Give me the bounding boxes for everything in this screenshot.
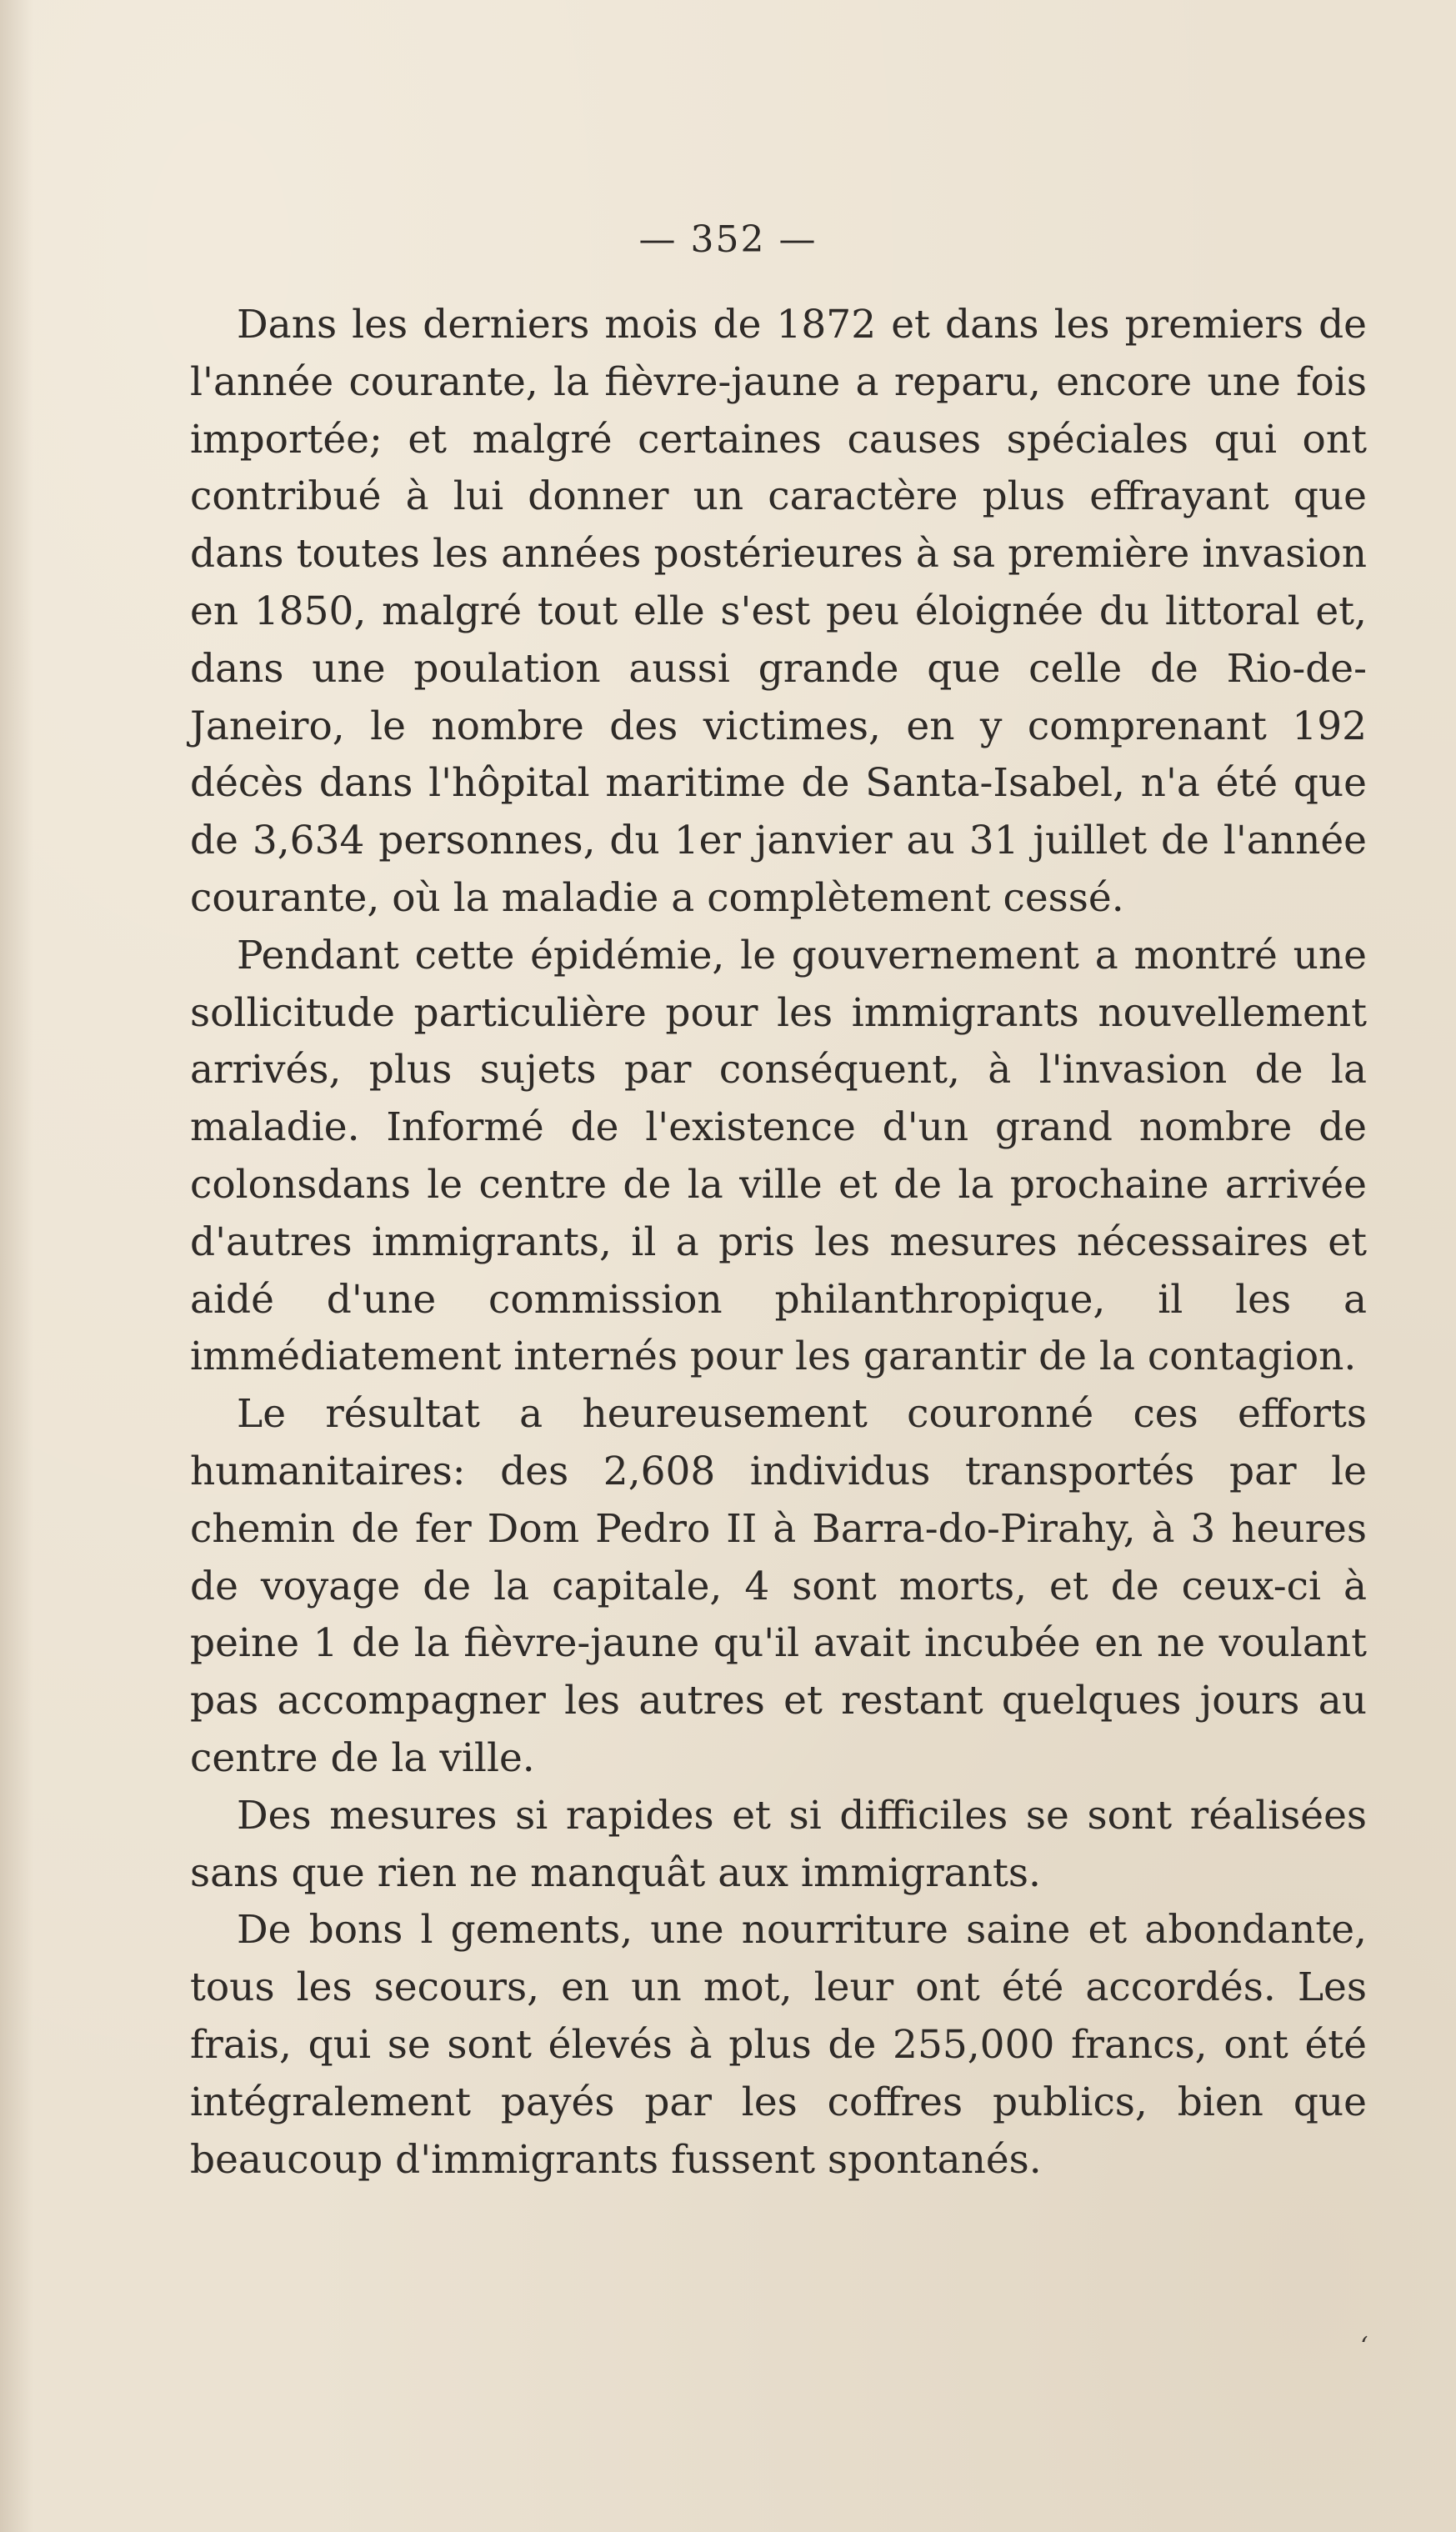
paragraph-measures: Des mesures si rapides et si difficiles se sont réalisées sans que rien ne manquât aux immigrants. xyxy=(190,1792,1367,1896)
paragraph-result: Le résultat a heureusement couronné ces efforts humanitaires: des 2,608 individus transportés par le chemin de fer Dom Pedro II à Barra-do-Pirahy, à 3 heures de voyage de la capitale, 4 sont morts, et de ceux-ci à peine 1 de la fièvre-jaune qu'il avait incubée en ne voulant pas accompagner les autres et restant quelques jours au centre de la ville. xyxy=(190,1391,1367,1781)
paragraph-epidemic: Dans les derniers mois de 1872 et dans les premiers de l'année courante, la fièvre-jaune a reparu, encore une fois importée; et malgré certaines causes spéciales qui ont contribué à lui donner un caractère plus effrayant que dans toutes les années postérieures à sa première invasion en 1850, malgré tout elle s'est peu éloignée du littoral et, dans une poulation aussi grande que celle de Rio-de-Janeiro, le nombre des victimes, en y comprenant 192 décès dans l'hôpital maritime de Santa-Isabel, n'a été que de 3,634 personnes, du 1er janvier au 31 juillet de l'année courante, où la maladie a complètement cessé. xyxy=(190,302,1367,921)
page-number: — 352 — xyxy=(638,218,818,261)
body-text xyxy=(190,297,1367,2189)
binding-shadow xyxy=(0,0,33,2532)
paragraph-costs: De bons l gements, une nourriture saine et abondante, tous les secours, en un mot, leur ont été accordés. Les frais, qui se sont élevés à plus de 255,000 francs, ont été intégralement payés par les coffres publics, bien que beaucoup d'immigrants fussent spontanés. xyxy=(190,1907,1367,2183)
paragraph-government: Pendant cette épidémie, le gouvernement a montré une sollicitude particulière pour les immigrants nouvellement arrivés, plus sujets par conséquent, à l'invasion de la maladie. Informé de l'existence d'un grand nombre de colonsdans le centre de la ville et de la prochaine arrivée d'autres immigrants, il a pris les mesures nécessaires et aidé d'une commission philanthropique, il les a immédiatement internés pour les garantir de la contagion. xyxy=(190,932,1367,1380)
corner-mark: ʻ xyxy=(1360,2332,1368,2361)
